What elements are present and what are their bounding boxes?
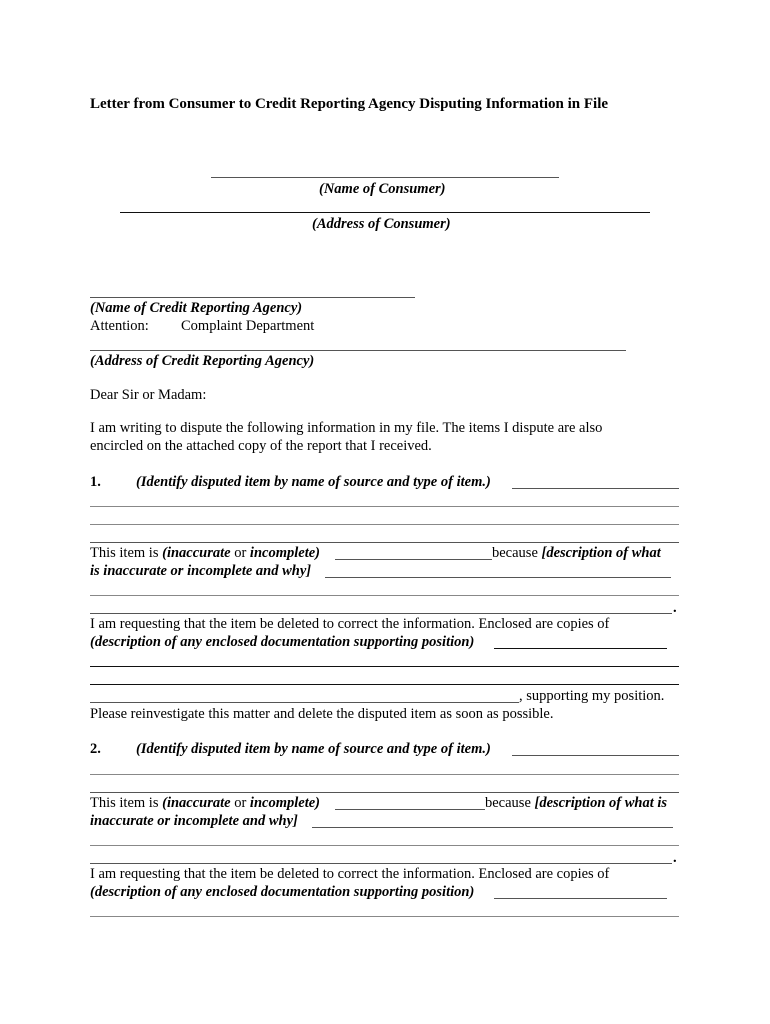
document-title: Letter from Consumer to Credit Reporting Agency Disputing Information in File — [90, 96, 609, 112]
item2-identify-label: (Identify disputed item by name of source and type of item.) — [136, 741, 491, 757]
item1-identify-label: (Identify disputed item by name of source and type of item.) — [136, 474, 491, 490]
item2-doc-description-label: (description of any enclosed documentation supporting position) — [90, 884, 475, 900]
item1-this-item-sentence — [90, 544, 320, 562]
item2-this-item-sentence — [90, 794, 320, 812]
item1-description-label-b: is inaccurate or incomplete and why] — [90, 563, 312, 579]
agency-address-label: (Address of Credit Reporting Agency) — [90, 353, 315, 369]
item1-this-item-text: This item is — [90, 545, 163, 561]
item1-number: 1. — [90, 474, 101, 490]
item2-because-text: because — [485, 795, 535, 811]
item1-status-field[interactable] — [335, 559, 492, 560]
item1-supporting-text: , supporting my position. — [519, 688, 665, 704]
consumer-address-label: (Address of Consumer) — [312, 216, 451, 232]
consumer-name-label: (Name of Consumer) — [319, 181, 446, 197]
intro-line-2: encircled on the attached copy of the report that I received. — [90, 438, 432, 454]
item1-field-line[interactable] — [90, 524, 679, 525]
item1-description-field[interactable] — [325, 577, 671, 578]
item2-period: . — [673, 850, 677, 866]
item2-inaccurate-text: (inaccurate — [162, 795, 231, 811]
attention-value: Complaint Department — [181, 318, 315, 334]
item1-because-sentence — [492, 544, 661, 562]
agency-name-label: (Name of Credit Reporting Agency) — [90, 300, 303, 316]
item2-field-line[interactable] — [90, 863, 672, 864]
agency-name-line[interactable] — [90, 297, 415, 298]
item2-description-label-a: [description of what is — [534, 795, 668, 811]
item2-doc-field[interactable] — [494, 898, 667, 899]
item1-inaccurate-text: (inaccurate — [162, 545, 231, 561]
item2-field-line[interactable] — [90, 845, 679, 846]
item1-period: . — [673, 600, 677, 616]
intro-line-1: I am writing to dispute the following information in my file. The items I dispute are also — [90, 420, 603, 436]
item1-because-text: because — [492, 545, 542, 561]
item1-doc-line[interactable] — [90, 702, 519, 703]
item1-doc-line[interactable] — [90, 666, 679, 667]
item2-number: 2. — [90, 741, 101, 757]
item2-incomplete-text: incomplete) — [249, 795, 320, 811]
item2-identify-field[interactable] — [512, 755, 679, 756]
item2-request-text: I am requesting that the item be deleted to correct the information. Enclosed are copies of — [90, 866, 610, 882]
item1-field-line[interactable] — [90, 613, 672, 614]
item1-field-line[interactable] — [90, 506, 679, 507]
item1-field-line[interactable] — [90, 595, 679, 596]
item2-because-sentence — [485, 794, 667, 812]
item2-or-text: or — [230, 795, 250, 811]
item2-status-field[interactable] — [335, 809, 485, 810]
item1-reinvestigate-text: Please reinvestigate this matter and delete the disputed item as soon as possible. — [90, 706, 554, 722]
salutation: Dear Sir or Madam: — [90, 387, 207, 403]
item2-this-item-text: This item is — [90, 795, 163, 811]
item1-identify-field[interactable] — [512, 488, 679, 489]
item1-request-text: I am requesting that the item be deleted to correct the information. Enclosed are copies of — [90, 616, 610, 632]
item2-field-line[interactable] — [90, 774, 679, 775]
item2-description-label-b: inaccurate or incomplete and why] — [90, 813, 298, 829]
item1-doc-line[interactable] — [90, 684, 679, 685]
item2-field-line[interactable] — [90, 792, 679, 793]
item1-incomplete-text: incomplete) — [249, 545, 320, 561]
item2-description-field[interactable] — [312, 827, 673, 828]
item1-or-text: or — [230, 545, 250, 561]
consumer-name-line[interactable] — [211, 177, 559, 178]
agency-address-line[interactable] — [90, 350, 626, 351]
consumer-address-line[interactable] — [120, 212, 650, 213]
item1-description-label-a: [description of what — [541, 545, 661, 561]
item1-doc-description-label: (description of any enclosed documentation supporting position) — [90, 634, 475, 650]
item1-field-line[interactable] — [90, 542, 679, 543]
attention-label: Attention: — [90, 318, 149, 334]
item1-doc-field[interactable] — [494, 648, 667, 649]
item2-doc-line[interactable] — [90, 916, 679, 917]
